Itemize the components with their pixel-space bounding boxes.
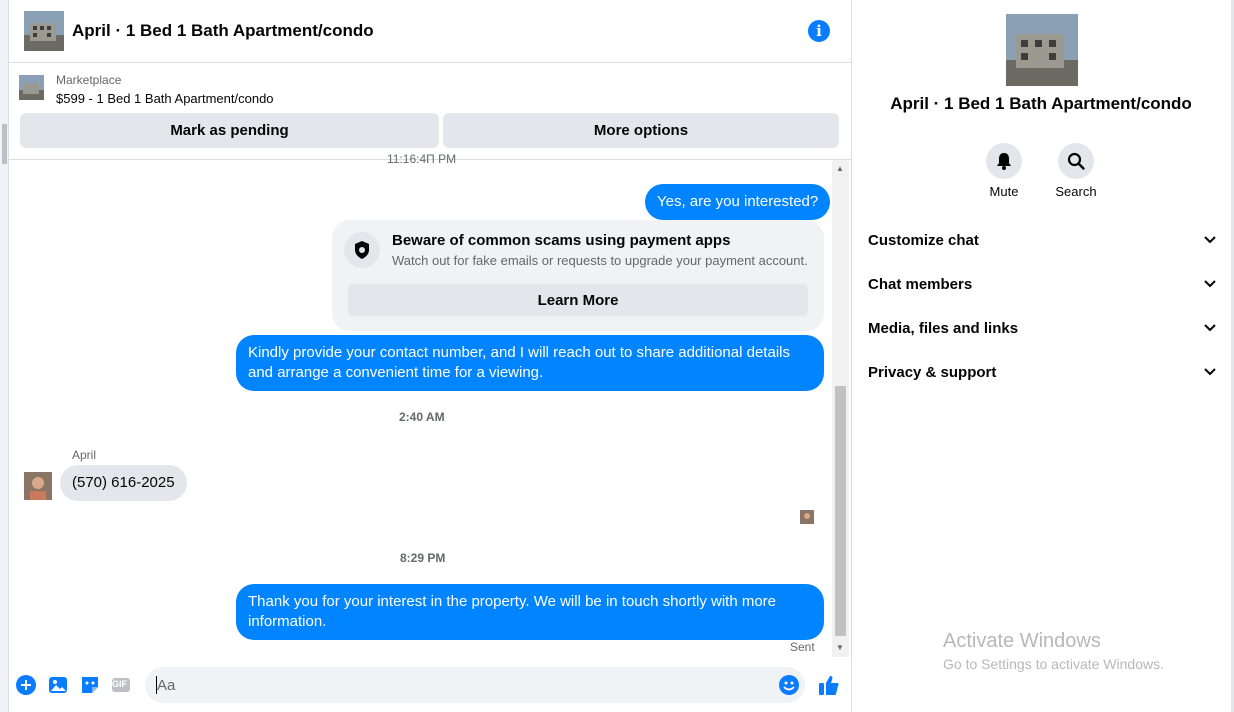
shield-icon	[344, 232, 380, 268]
marketplace-bar	[9, 63, 852, 160]
conversation-avatar[interactable]	[24, 11, 64, 51]
section-media-files-links[interactable]	[868, 313, 1216, 343]
outgoing-message[interactable]: Yes, are you interested?	[645, 184, 830, 220]
section-label: Media, files and links	[868, 319, 1019, 337]
marketplace-label: Marketplace	[56, 73, 122, 87]
gif-icon[interactable]	[110, 674, 132, 696]
learn-more-button[interactable]: Learn More	[348, 284, 808, 316]
cut-timestamp: 11:16:4Π PM	[387, 152, 457, 166]
chat-header	[9, 0, 852, 63]
details-avatar[interactable]	[1006, 14, 1078, 86]
message-input[interactable]	[145, 667, 805, 703]
section-chat-members[interactable]	[868, 269, 1216, 299]
chat-pane	[9, 0, 852, 712]
timestamp-separator: 8:29 PM	[400, 551, 446, 565]
info-icon[interactable]: i	[808, 20, 830, 42]
sticker-icon[interactable]	[79, 674, 101, 696]
scam-warning-card	[332, 220, 824, 331]
details-title: April · 1 Bed 1 Bath Apartment/condo	[890, 94, 1192, 113]
message-scrollbar[interactable]	[832, 160, 849, 657]
read-receipt-avatar	[800, 510, 814, 524]
more-options-button[interactable]: More options	[443, 113, 839, 148]
emoji-icon[interactable]	[778, 674, 800, 696]
mute-label: Mute	[989, 184, 1019, 199]
sender-name: April	[72, 448, 97, 462]
listing-thumbnail[interactable]	[19, 75, 44, 100]
mute-button[interactable]	[974, 143, 1034, 199]
conversation-details-panel	[852, 0, 1234, 712]
plus-icon[interactable]	[15, 674, 37, 696]
section-customize-chat[interactable]	[868, 225, 1216, 255]
left-edge-tick	[2, 124, 7, 164]
section-label: Customize chat	[868, 231, 979, 249]
listing-title[interactable]: $599 - 1 Bed 1 Bath Apartment/condo	[56, 91, 274, 106]
chevron-down-icon	[1204, 231, 1216, 249]
search-label: Search	[1055, 184, 1097, 199]
chevron-down-icon	[1204, 275, 1216, 293]
conversation-title[interactable]: April · 1 Bed 1 Bath Apartment/condo	[72, 21, 374, 40]
activate-windows-subtitle: Go to Settings to activate Windows.	[943, 656, 1164, 672]
scam-warning-subtitle: Watch out for fake emails or requests to upgrade your payment account.	[392, 253, 808, 268]
timestamp-separator: 2:40 AM	[399, 410, 445, 424]
sender-avatar[interactable]	[24, 472, 52, 500]
chevron-down-icon	[1204, 363, 1216, 381]
text-caret	[156, 676, 157, 694]
thumbs-up-icon[interactable]	[818, 674, 840, 696]
chevron-down-icon	[1204, 319, 1216, 337]
search-icon	[1058, 143, 1094, 179]
left-edge-strip	[0, 0, 9, 712]
composer	[9, 657, 852, 712]
scroll-up-arrow[interactable]: ▲	[836, 164, 844, 173]
incoming-message[interactable]: (570) 616-2025	[60, 465, 187, 501]
scrollbar-thumb[interactable]	[835, 386, 846, 636]
section-privacy-support[interactable]	[868, 357, 1216, 387]
gif-label: GIF	[112, 679, 127, 689]
section-label: Chat members	[868, 275, 973, 293]
activate-windows-title: Activate Windows	[943, 630, 1101, 652]
search-button[interactable]	[1046, 143, 1106, 199]
message-list	[9, 152, 852, 657]
outgoing-message[interactable]: Thank you for your interest in the property. We will be in touch shortly with more information.	[236, 584, 824, 640]
mark-pending-button[interactable]: Mark as pending	[20, 113, 439, 148]
scam-warning-title: Beware of common scams using payment apps	[392, 232, 731, 249]
sent-status: Sent	[790, 640, 815, 654]
bell-icon	[986, 143, 1022, 179]
photo-icon[interactable]	[47, 674, 69, 696]
section-label: Privacy & support	[868, 363, 997, 381]
outgoing-message[interactable]: Kindly provide your contact number, and I will reach out to share additional details and arrange a convenient time for a viewing.	[236, 335, 824, 391]
scroll-down-arrow[interactable]: ▼	[836, 643, 844, 652]
